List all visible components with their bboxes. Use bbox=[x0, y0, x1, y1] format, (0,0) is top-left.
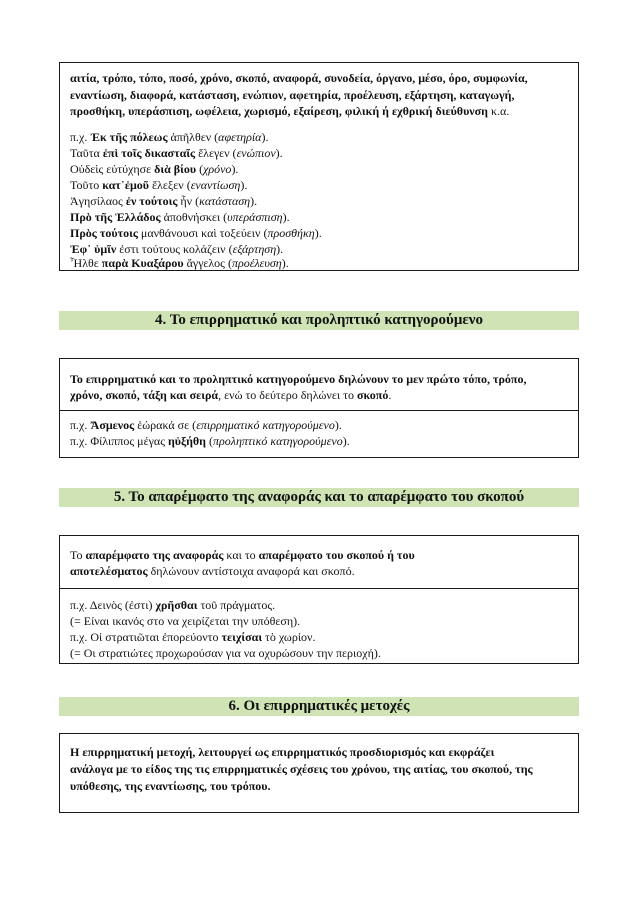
section-4-divider bbox=[59, 410, 579, 411]
section-6-line-1: Η επιρρηματική μετοχή, λειτουργεί ως επιρρηματικός προσδιορισμός και εκφράζει bbox=[70, 745, 495, 759]
section-5-definition-2: αποτελέσματος δηλώνουν αντίστοιχα αναφορά και σκοπό. bbox=[70, 564, 355, 578]
intro-line-3: προσθήκη, υπεράσπιση, ωφέλεια, χωρισμό, εξαίρεση, φιλική ή εχθρική διεύθυνση κ.α. bbox=[70, 104, 510, 118]
example-exartisi: Ἐφ᾽ ὑμῖν ἐστι τούτους κολάζειν (εξάρτηση). bbox=[70, 242, 284, 256]
example-aphetiria: π.χ. Ἐκ τῆς πόλεως ἀπῆλθεν (αφετηρία). bbox=[70, 130, 269, 144]
section-5-divider bbox=[59, 588, 579, 589]
section-4-example-1: π.χ. Ἄσμενος ἑώρακά σε (επιρρηματικό κατηγορούμενο). bbox=[70, 418, 342, 432]
section-5-definition-1: Το απαρέμφατο της αναφοράς και το απαρέμφατο του σκοπού ή του bbox=[70, 548, 415, 562]
example-prosthiki: Πρὸς τούτοις μανθάνουσι καὶ τοξεύειν (προσθήκη). bbox=[70, 226, 322, 240]
example-yperaspisi: Πρὸ τῆς Ἑλλάδος ἀποθνήσκει (υπεράσπιση). bbox=[70, 210, 290, 224]
intro-line-2: εναντίωση, διαφορά, κατάσταση, ενώπιον, αφετηρία, προέλευση, εξάρτηση, καταγωγή, bbox=[70, 88, 515, 102]
section-5-example-2: π.χ. Οἱ στρατιῶται ἐπορεύοντο τειχίσαι τὸ χωρίον. bbox=[70, 630, 316, 644]
section-5-translation-1: (= Είναι ικανός στο να χειρίζεται την υπόθεση). bbox=[70, 614, 301, 628]
example-chrono: Οὐδεὶς εὐτύχησε διὰ βίου (χρόνο). bbox=[70, 162, 239, 176]
section-4-example-2: π.χ. Φίλιππος μέγας ηὐξήθη (προληπτικό κατηγορούμενο). bbox=[70, 434, 350, 448]
section-6-line-3: υπόθεσης, της εναντίωσης, του τρόπου. bbox=[70, 779, 271, 793]
section-5-example-1: π.χ. Δεινὸς (ἐστι) χρῆσθαι τοῦ πράγματος. bbox=[70, 598, 276, 612]
section-5-heading: 5. Το απαρέμφατο της αναφοράς και το απαρέμφατο του σκοπού bbox=[59, 488, 579, 507]
section-6-heading: 6. Οι επιρρηματικές μετοχές bbox=[59, 697, 579, 716]
section-4-heading: 4. Το επιρρηματικό και προληπτικό κατηγορούμενο bbox=[59, 311, 579, 330]
section-4-definition-2: χρόνο, σκοπό, τάξη και σειρά, ενώ το δεύτερο δηλώνει το σκοπό. bbox=[70, 388, 392, 402]
section-5-translation-2: (= Οι στρατιώτες προχωρούσαν για να οχυρώσουν την περιοχή). bbox=[70, 646, 381, 660]
example-enantiosi: Τοῦτο κατ᾽ἐμοῦ ἔλεξεν (εναντίωση). bbox=[70, 178, 248, 192]
intro-line-1: αιτία, τρόπο, τόπο, ποσό, χρόνο, σκοπό, αναφορά, συνοδεία, όργανο, μέσο, όρο, συμφωνία, bbox=[70, 71, 528, 85]
example-enopion: Ταῦτα ἐπὶ τοῖς δικασταῖς ἔλεγεν (ενώπιον). bbox=[70, 146, 283, 160]
section-6-line-2: ανάλογα με το είδος της τις επιρρηματικές σχέσεις του χρόνου, της αιτίας, του σκοπού, της bbox=[70, 762, 533, 776]
section-4-definition-1: Το επιρρηματικό και το προληπτικό κατηγορούμενο δηλώνουν το μεν πρώτο τόπο, τρόπο, bbox=[70, 372, 527, 386]
example-katastasi: Ἀγησίλαος ἐν τούτοις ἦν (κατάσταση). bbox=[70, 194, 258, 208]
example-proeleusi: Ἦλθε παρὰ Κυαξάρου ἄγγελος (προέλευση). bbox=[70, 256, 289, 270]
